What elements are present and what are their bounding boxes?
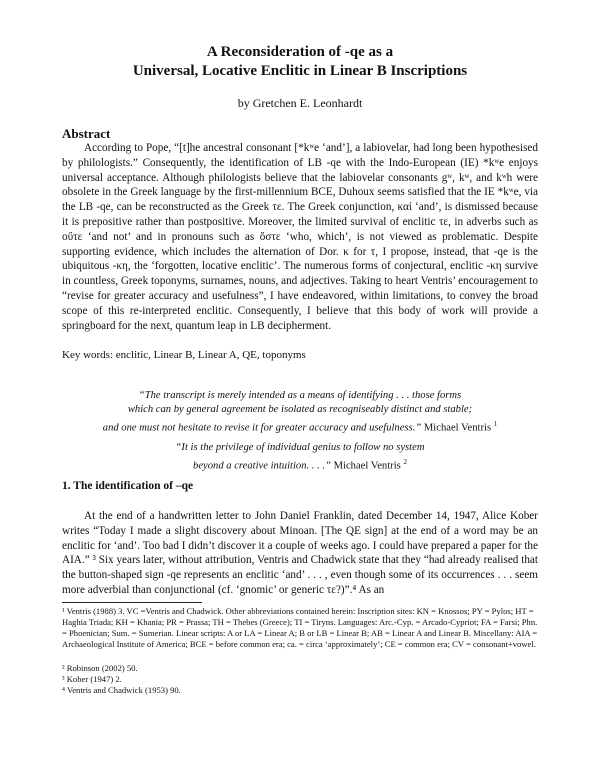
epigraph-2-line-2: beyond a creative intuition. . . .” xyxy=(193,460,331,472)
footnote-1: ¹ Ventris (1988) 3. VC =Ventris and Chadwick. Other abbreviations contained herein: Inscription sites: KN = Knossos; PY = Pylos; HT = Haghia Triada; KH = Khania; PR = Prassa; TH = Thebes (Greece); TI = Tiryns. Languages: Arc.-Cyp. = Arcado-Cypriot; FA = Farsi; Phn. = Phoenician; Sum. = Sumerian. Linear scripts: A or LA = Linear A; B or LB = Linear B; AB = Linear A and Linear B. Miscellany: AIA = Archaeological Institute of America; BCE = before common era; ca. = circa ‘approximately’; CE = common era; CV = consonant+vowel. xyxy=(62,606,538,649)
epigraph-1 xyxy=(62,389,538,436)
epigraph-2-ref: 2 xyxy=(403,458,407,466)
footnote-rule xyxy=(62,602,202,603)
epigraph-1-line-3: and one must not hesitate to revise it for greater accuracy and usefulness.” xyxy=(102,422,422,434)
epigraph-1-attribution: Michael Ventris xyxy=(423,422,492,434)
body-paragraph: At the end of a handwritten letter to John Daniel Franklin, dated December 14, 1947, Alice Kober writes “Today I made a slight discovery about Minoan. [The QE sign] at the end of a word may be an enclitic for ‘and’. Too bad I didn’t discover it a couple of weeks ago. I could have prepared a paper for the AIA.” ³ Six years later, without attribution, Ventris and Chadwick state that they “had already realised that the button-shaped sign -qe represents an enclitic ‘and’ . . . , even though some of its occurrences . . . seem more adverbial than conjunctional (cf. ‘gnomic’ or generic τε?)”.⁴ As an xyxy=(62,510,538,596)
section-heading: 1. The identification of –qe xyxy=(62,480,194,492)
keywords: Key words: enclitic, Linear B, Linear A, QE, toponyms xyxy=(62,349,306,361)
title-line-2: Universal, Locative Enclitic in Linear B Inscriptions xyxy=(132,63,468,79)
author-byline: by Gretchen E. Leonhardt xyxy=(237,96,363,110)
abstract-text: According to Pope, “[t]he ancestral consonant [*kʷe ‘and’], a labiovelar, had long been hypothesised by philologists.” Consequently, the identification of LB -qe with the Indo-European (IE) *kʷe enjoys universal acceptance. Although philologists believe that the labiovelar consonants gʷ, kʷ, and kʷh were obsolete in the Greek language by the first-millennium BCE, Duhoux seems satisfied that the IE *kʷe, via the LB -qe, can be reconstructed as the Greek τε. The Greek conjunction, καί ‘and’, is dismissed because it is prepositive rather than postpositive. Moreover, the limited survival of enclitic τε, in adverbs such as οὔτε ‘and not’ and in pronouns such as ὅστε ‘who, which’, is not viewed as problematic. Despite supporting evidence, which includes the alternation of Dor. κ for τ, I propose, instead, that -qe is the ubiquitous -κη, the ‘forgotten, locative enclitic’. The numerous forms of conjectural, enclitic -κη survive in countless, Greek toponyms, surnames, nouns, and adjectives. Taking to heart Ventris’ encouragement to “revise for greater accuracy and usefulness”, I have endeavored, within limitations, to convey the broad scope of this re-interpreted enclitic. Consequently, I believe that this body of work will provide a springboard for the next, quantum leap in LB decipherment. xyxy=(62,142,538,332)
epigraph-1-ref: 1 xyxy=(493,420,498,428)
footnote-3: ³ Kober (1947) 2. xyxy=(62,674,122,684)
footnote-2: ² Robinson (2002) 50. xyxy=(62,663,138,673)
epigraph-1-line-2: which can by general agreement be isolated as recogniseably distinct and stable; xyxy=(127,404,473,415)
epigraph-2 xyxy=(62,441,538,474)
epigraph-2-attribution: Michael Ventris xyxy=(333,460,401,472)
title-line-1: A Reconsideration of -qe as a xyxy=(206,44,394,60)
epigraph-1-line-1: “The transcript is merely intended as a means of identifying . . . those forms xyxy=(138,390,462,401)
abstract-heading: Abstract xyxy=(62,126,111,141)
epigraph-2-line-1: “It is the privilege of individual genius to follow no system xyxy=(175,442,425,453)
footnote-4: ⁴ Ventris and Chadwick (1953) 90. xyxy=(62,685,181,695)
